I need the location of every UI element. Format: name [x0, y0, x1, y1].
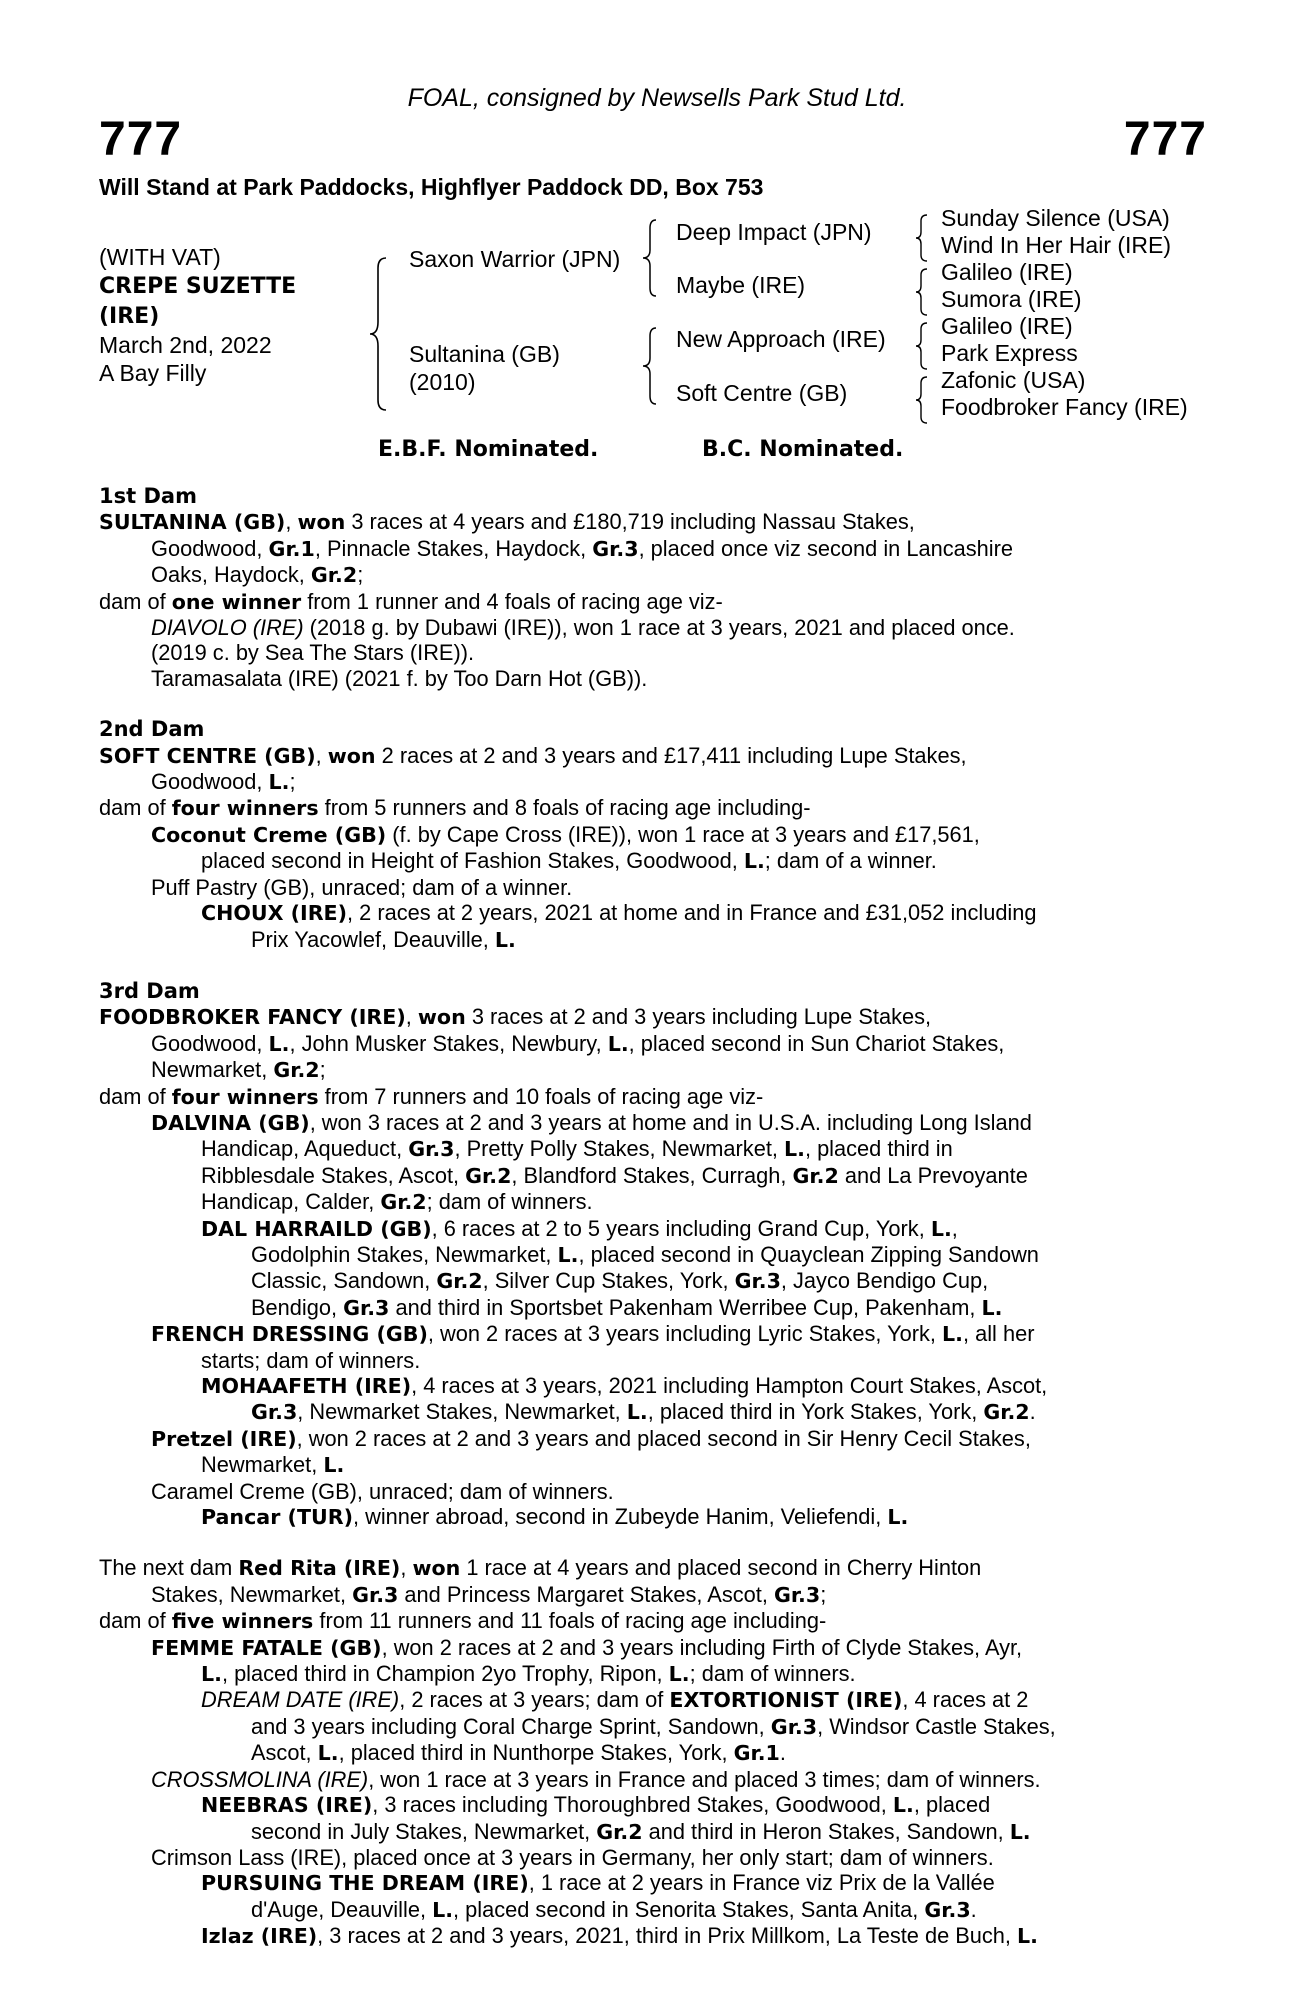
next-dam-line: dam of five winners from 11 runners and 11 foals of racing age including-	[99, 1608, 827, 1634]
first-dam-line: dam of one winner from 1 runner and 4 foals of racing age viz-	[99, 588, 723, 614]
second-dam-line: Puff Pastry (GB), unraced; dam of a winner.	[151, 874, 573, 900]
grandsire-4: Zafonic (USA)	[941, 367, 1086, 393]
main-brace	[366, 256, 390, 412]
first-dam-line: (2019 c. by Sea The Stars (IRE)).	[151, 640, 475, 666]
first-dam-heading: 1st Dam	[99, 484, 197, 508]
next-dam-line: The next dam Red Rita (IRE), won 1 race at 4 years and placed second in Cherry Hinton	[99, 1555, 982, 1581]
third-dam-line: starts; dam of winners.	[201, 1347, 421, 1373]
second-dam-heading: 2nd Dam	[99, 717, 205, 742]
next-dam-line: L., placed third in Champion 2yo Trophy, Ripon, L.; dam of winners.	[201, 1661, 856, 1687]
third-dam-line: Gr.3, Newmarket Stakes, Newmarket, L., placed third in York Stakes, York, Gr.2.	[251, 1399, 1036, 1425]
third-dam-line: Newmarket, L.	[201, 1452, 345, 1478]
next-dam-line: Stakes, Newmarket, Gr.3 and Princess Margaret Stakes, Ascot, Gr.3;	[151, 1581, 827, 1607]
third-dam-line: Caramel Creme (GB), unraced; dam of winners.	[151, 1478, 614, 1504]
horse-info	[99, 243, 296, 387]
next-dam-line: Crimson Lass (IRE), placed once at 3 years in Germany, her only start; dam of winners.	[151, 1844, 994, 1870]
g-brace-2	[913, 266, 931, 318]
granddam-3: Park Express	[941, 340, 1078, 366]
next-dam-line: FEMME FATALE (GB), won 2 races at 2 and 3 years including Firth of Clyde Stakes, Ayr,	[151, 1634, 1023, 1660]
third-dam-line: Ribblesdale Stakes, Ascot, Gr.2, Blandford Stakes, Curragh, Gr.2 and La Prevoyante	[201, 1162, 1028, 1188]
first-dam-line: SULTANINA (GB), won 3 races at 4 years and £180,719 including Nassau Stakes,	[99, 509, 915, 535]
second-dam-line: CHOUX (IRE), 2 races at 2 years, 2021 at home and in France and £31,052 including	[201, 900, 1037, 926]
stand-location: Will Stand at Park Paddocks, Highflyer Paddock DD, Box 753	[99, 174, 764, 200]
second-dam-line: Coconut Creme (GB) (f. by Cape Cross (IRE)), won 1 race at 3 years and £17,561,	[151, 821, 980, 847]
first-dam-line: Goodwood, Gr.1, Pinnacle Stakes, Haydock, Gr.3, placed once viz second in Lancashire	[151, 535, 1013, 561]
third-dam-line: dam of four winners from 7 runners and 10 foals of racing age viz-	[99, 1083, 764, 1109]
third-dam-line: Pretzel (IRE), won 2 races at 2 and 3 years and placed second in Sir Henry Cecil Stakes,	[151, 1425, 1031, 1451]
next-dam-line: d'Auge, Deauville, L., placed second in Senorita Stakes, Santa Anita, Gr.3.	[251, 1896, 977, 1922]
dam-brace	[640, 326, 660, 406]
third-dam-heading: 3rd Dam	[99, 978, 200, 1003]
second-dam-line: SOFT CENTRE (GB), won 2 races at 2 and 3 years and £17,411 including Lupe Stakes,	[99, 742, 967, 768]
next-dam-line: Ascot, L., placed third in Nunthorpe Stakes, York, Gr.1.	[251, 1740, 786, 1766]
next-dam-line: Izlaz (IRE), 3 races at 2 and 3 years, 2021, third in Prix Millkom, La Teste de Buch, L.	[201, 1923, 1038, 1949]
g-brace-3	[913, 320, 931, 372]
sire-sire: Deep Impact (JPN)	[676, 219, 872, 245]
third-dam-line: Bendigo, Gr.3 and third in Sportsbet Pakenham Werribee Cup, Pakenham, L.	[251, 1294, 1003, 1320]
catalogue-body	[99, 483, 1204, 1950]
dam-dam: Soft Centre (GB)	[676, 380, 848, 406]
first-dam-line: Taramasalata (IRE) (2021 f. by Too Darn Hot (GB)).	[151, 665, 648, 691]
second-dam-line: placed second in Height of Fashion Stakes, Goodwood, L.; dam of a winner.	[201, 848, 937, 874]
third-dam-line: Classic, Sandown, Gr.2, Silver Cup Stakes, York, Gr.3, Jayco Bendigo Cup,	[251, 1268, 989, 1294]
next-dam-line: DREAM DATE (IRE), 2 races at 3 years; dam of EXTORTIONIST (IRE), 4 races at 2	[201, 1687, 1029, 1713]
third-dam-line: Goodwood, L., John Musker Stakes, Newbury, L., placed second in Sun Chariot Stakes,	[151, 1030, 1005, 1056]
first-dam-line: Oaks, Haydock, Gr.2;	[151, 562, 364, 588]
third-dam-line: Godolphin Stakes, Newmarket, L., placed second in Quayclean Zipping Sandown	[251, 1241, 1039, 1267]
second-dam-line: Goodwood, L.;	[151, 769, 296, 795]
third-dam-line: MOHAAFETH (IRE), 4 races at 3 years, 2021 including Hampton Court Stakes, Ascot,	[201, 1373, 1048, 1398]
second-dam-line: dam of four winners from 5 runners and 8 foals of racing age including-	[99, 795, 811, 821]
third-dam-line: DAL HARRAILD (GB), 6 races at 2 to 5 years including Grand Cup, York, L.,	[201, 1215, 958, 1241]
horse-description: A Bay Filly	[99, 360, 207, 386]
third-dam-line: FRENCH DRESSING (GB), won 2 races at 3 years including Lyric Stakes, York, L., all her	[151, 1321, 1035, 1347]
next-dam-line: CROSSMOLINA (IRE), won 1 race at 3 years in France and placed 3 times; dam of winners.	[151, 1766, 1041, 1792]
grandsire-3: Galileo (IRE)	[941, 313, 1073, 339]
third-dam-line: Handicap, Aqueduct, Gr.3, Pretty Polly Stakes, Newmarket, L., placed third in	[201, 1136, 953, 1162]
dam-sire: New Approach (IRE)	[676, 326, 886, 352]
third-dam-line: FOODBROKER FANCY (IRE), won 3 races at 2 and 3 years including Lupe Stakes,	[99, 1004, 932, 1030]
first-dam-line: DIAVOLO (IRE) (2018 g. by Dubawi (IRE)), won 1 race at 3 years, 2021 and placed once.	[151, 615, 1015, 641]
next-dam-line: PURSUING THE DREAM (IRE), 1 race at 2 years in France viz Prix de la Vallée	[201, 1870, 995, 1896]
sire: Saxon Warrior (JPN)	[409, 246, 621, 272]
granddam-2: Sumora (IRE)	[941, 286, 1082, 312]
sire-brace	[640, 218, 660, 298]
bc-nomination: B.C. Nominated.	[702, 437, 904, 462]
second-dam-line: Prix Yacowlef, Deauville, L.	[251, 926, 516, 952]
third-dam-line: Newmarket, Gr.2;	[151, 1057, 326, 1083]
dam-year: (2010)	[409, 369, 476, 395]
grandsire-2: Galileo (IRE)	[941, 259, 1073, 285]
next-dam-line: NEEBRAS (IRE), 3 races including Thoroughbred Stakes, Goodwood, L., placed	[201, 1792, 991, 1818]
third-dam-line: Pancar (TUR), winner abroad, second in Zubeyde Hanim, Veliefendi, L.	[201, 1504, 909, 1530]
third-dam-line: Handicap, Calder, Gr.2; dam of winners.	[201, 1189, 593, 1215]
sire-dam: Maybe (IRE)	[676, 272, 806, 298]
consignment-line: FOAL, consigned by Newsells Park Stud Ltd.	[407, 84, 907, 112]
horse-name-country: (IRE)	[99, 304, 160, 329]
granddam-4: Foodbroker Fancy (IRE)	[941, 394, 1188, 420]
ebf-nomination: E.B.F. Nominated.	[378, 437, 599, 462]
horse-name: CREPE SUZETTE	[99, 274, 297, 299]
next-dam-line: and 3 years including Coral Charge Sprint, Sandown, Gr.3, Windsor Castle Stakes,	[251, 1713, 1056, 1739]
lot-number-right: 777	[1123, 113, 1207, 166]
lot-number-left: 777	[99, 113, 183, 166]
next-dam-line: second in July Stakes, Newmarket, Gr.2 and third in Heron Stakes, Sandown, L.	[251, 1818, 1031, 1844]
foaling-date: March 2nd, 2022	[99, 332, 272, 358]
dam: Sultanina (GB)	[409, 341, 560, 367]
g-brace-1	[913, 212, 931, 264]
vat-note: (WITH VAT)	[99, 244, 221, 270]
third-dam-line: DALVINA (GB), won 3 races at 2 and 3 years at home and in U.S.A. including Long Island	[151, 1109, 1032, 1135]
grandsire-1: Sunday Silence (USA)	[941, 205, 1170, 231]
g-brace-4	[913, 374, 931, 426]
granddam-1: Wind In Her Hair (IRE)	[941, 232, 1172, 258]
